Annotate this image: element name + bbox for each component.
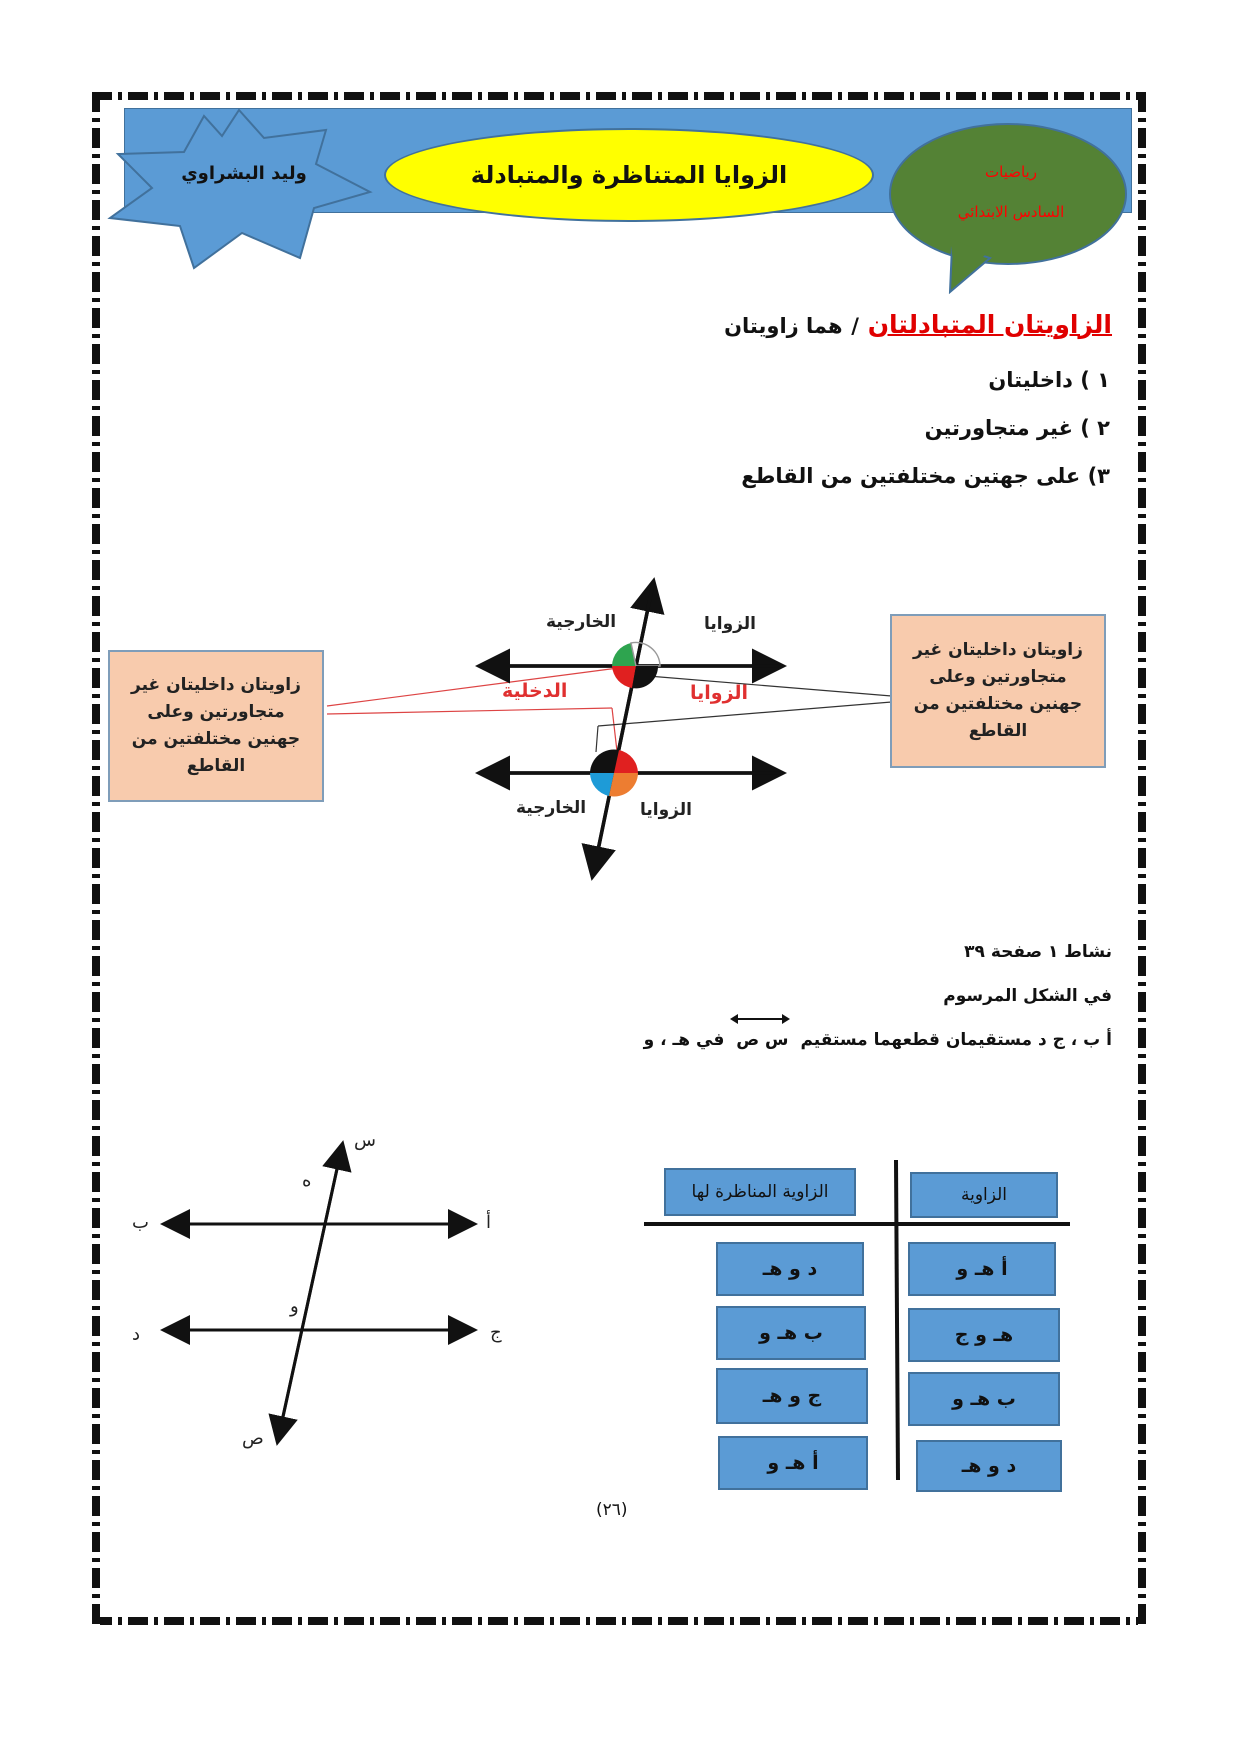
grade-label: السادس الابتدائي — [957, 203, 1065, 221]
header-corresponding: الزاوية المناظرة لها — [664, 1168, 856, 1216]
point-label-w: و — [290, 1296, 299, 1317]
condition-1: ١ ) داخليتان — [988, 368, 1110, 392]
definition-intro: هما زاويتان — [724, 314, 843, 338]
subject-text — [926, 152, 1096, 232]
page-title: الزوايا المتناظرة والمتبادلة — [384, 128, 874, 222]
label-angles-mid: الزوايا — [690, 682, 749, 704]
cell-angle-3: ب هـ و — [908, 1372, 1060, 1426]
line-name: س ص — [736, 1030, 789, 1050]
activity-prompt: في الشكل المرسوم — [943, 986, 1112, 1006]
activity-statement — [644, 1030, 1112, 1050]
border-bottom — [92, 1617, 1146, 1625]
point-label-b: ب — [132, 1212, 149, 1233]
label-exterior-top: الخارجية — [546, 612, 617, 632]
cell-corresponding-1: د و هـ — [716, 1242, 864, 1296]
point-label-h: ه — [302, 1170, 312, 1191]
point-label-d: د — [132, 1324, 141, 1345]
note-right: زاويتان داخليتان غير متجاورتين وعلى جهنين مختلفتين من القاطع — [890, 614, 1106, 768]
definition-term: الزاويتان المتبادلتان — [867, 310, 1112, 339]
point-label-a: أ — [486, 1212, 492, 1233]
note-left: زاويتان داخليتان غير متجاورتين وعلى جهنين مختلفتين من القاطع — [108, 650, 324, 802]
definition-separator: / — [851, 314, 859, 338]
line-notation — [736, 1030, 788, 1050]
point-label-sad: ص — [242, 1428, 264, 1449]
cell-angle-1: أ هـ و — [908, 1242, 1056, 1296]
point-label-j: ج — [490, 1322, 502, 1343]
cell-corresponding-4: أ هـ و — [718, 1436, 868, 1490]
condition-2: ٢ ) غير متجاورتين — [924, 416, 1110, 440]
condition-3: ٣) على جهتين مختلفتين من القاطع — [741, 464, 1110, 488]
author-star-shape — [104, 108, 374, 270]
subject-label: رياضيات — [985, 163, 1037, 181]
cell-corresponding-3: ج و هـ — [716, 1368, 868, 1424]
label-angles-top: الزوايا — [704, 614, 756, 634]
label-angles-bottom: الزوايا — [640, 800, 692, 820]
activity-title: نشاط ١ صفحة ٣٩ — [964, 942, 1112, 962]
author-name: وليد البشراوي — [181, 163, 307, 184]
page-number: (٢٦) — [596, 1500, 628, 1520]
statement-part-a: أ ب ، ج د مستقيمان قطعهما مستقيم — [800, 1030, 1112, 1050]
cell-angle-4: د و هـ — [916, 1440, 1062, 1492]
point-label-s: س — [354, 1130, 376, 1151]
line-arrow-icon — [730, 1012, 790, 1026]
cell-angle-2: هـ و ج — [908, 1308, 1060, 1362]
definition-heading — [724, 310, 1112, 339]
label-exterior-bottom: الخارجية — [516, 798, 587, 818]
label-interior: الدخلية — [502, 680, 568, 702]
activity-diagram — [120, 1130, 520, 1460]
header-angle: الزاوية — [910, 1172, 1058, 1218]
cell-corresponding-2: ب هـ و — [716, 1306, 866, 1360]
border-top — [92, 92, 1146, 100]
statement-part-b: في هـ ، و — [643, 1030, 725, 1050]
